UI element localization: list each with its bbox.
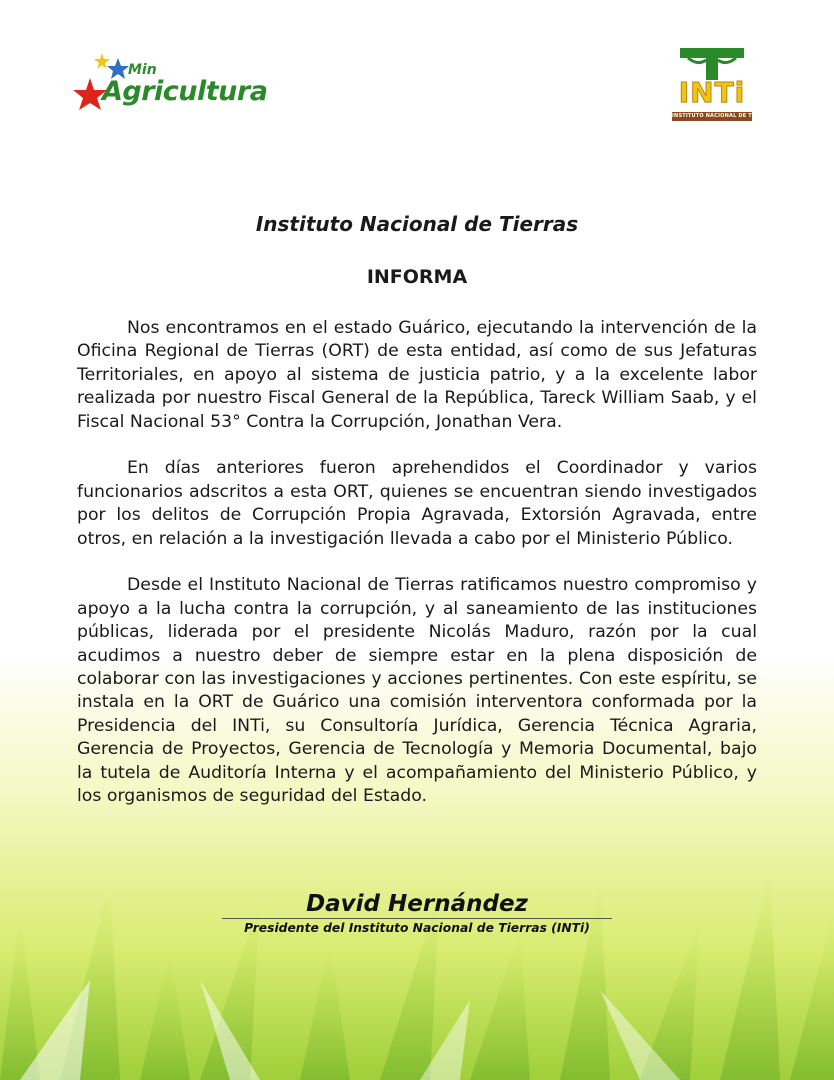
paragraph: Desde el Instituto Nacional de Tierras ratificamos nuestro compromiso y apoyo a la lucha contra la corrupción, y al saneamiento de las instituciones públicas, liderada por el presidente Nicolás Maduro, razón por la cual acudimos a nuestro deber de siempre estar en la plena disposición de colaborar con las investigaciones y acciones pertinentes. Con este espíritu, se instala en la ORT de Guárico una comisión interventora conformada por la Presidencia del INTi, su Consultoría Jurídica, Gerencia Técnica Agraria, Gerencia de Proyectos, Gerencia de Tecnología y Memoria Documental, bajo la tutela de Auditoría Interna y el acompañamiento del Ministerio Público, y los organismos de seguridad del Estado. [77, 575, 757, 807]
inti-band-text: INSTITUTO NACIONAL DE TIERRAS [672, 113, 774, 119]
ministry-logo-small: Min [128, 62, 157, 78]
document-title: Instituto Nacional de Tierras [255, 212, 579, 236]
document-heading: INFORMA [366, 266, 468, 288]
signature-block [0, 891, 834, 935]
paragraph: En días anteriores fueron aprehendidos el Coordinador y varios funcionarios adscritos a esta ORT, quienes se encuentran siendo investigados por los delitos de Corrupción Propia Agravada, Extorsión Agravada, entre otros, en relación a la investigación llevada a cabo por el Ministerio Público. [77, 458, 757, 549]
ministry-logo-text: Agricultura [102, 76, 268, 107]
signatory-role: Presidente del Instituto Nacional de Tierras (INTi) [244, 921, 590, 935]
inti-acronym: INTi [678, 76, 746, 109]
inti-logo [668, 46, 774, 124]
ministry-logo [72, 48, 302, 118]
paragraph: Nos encontramos en el estado Guárico, ejecutando la intervención de la Oficina Regional de Tierras (ORT) de esta entidad, así como de sus Jefaturas Territoriales, en apoyo al sistema de justicia patrio, y a la excelente labor realizada por nuestro Fiscal General de la República, Tareck William Saab, y el Fiscal Nacional 53° Contra la Corrupción, Jonathan Vera. [77, 318, 757, 432]
document-body [77, 317, 757, 832]
signatory-name: David Hernández [306, 891, 528, 917]
signature-divider [222, 918, 612, 919]
